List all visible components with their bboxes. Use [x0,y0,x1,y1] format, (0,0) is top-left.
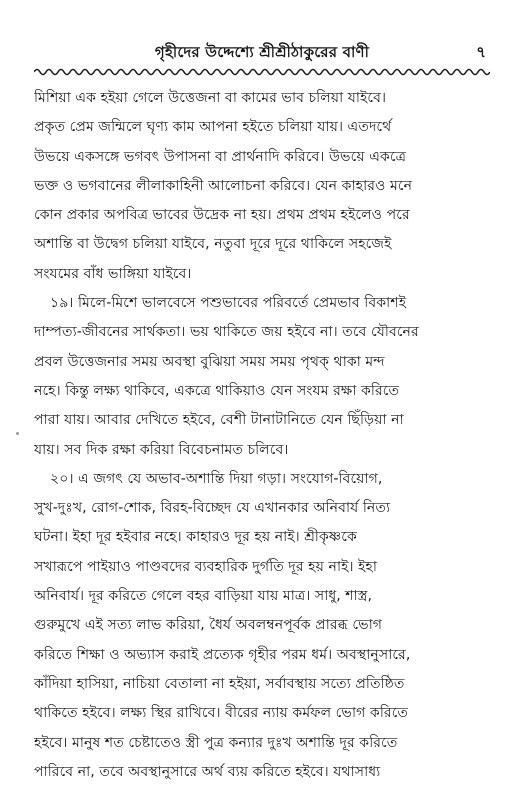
text-line: পারা যায়। আবার দেখিতে হইবে, বেশী টানাটানিতে যেন ছিঁড়িয়া না [34,412,404,429]
text-line: পারিবে না, তবে অবস্থানুসারে অর্থ ব্যয় করিতে হইবে। যথাসাধ্য [34,763,381,780]
margin-speck [16,432,19,435]
text-line: করিতে শিক্ষা ও অভ্যাস করাই প্রত্যেক গৃহীর পরম ধর্ম। অবস্থানুসারে, [34,646,411,663]
text-line: সখারূপে পাইয়াও পাণ্ডবদের ব্যবহারিক দুর্গতি দূর হয় নাই। ইহা [34,558,377,575]
text-line: নহে। কিন্তু লক্ষ্য থাকিবে, একত্রে থাকিয়াও যেন সংযম রক্ষা করিতে [34,382,400,399]
text-line: যায়। সব দিক রক্ষা করিয়া বিবেচনামত চলিবে। [34,441,289,458]
text-line: অনিবার্য। দূর করিতে গেলে বহর বাড়িয়া যায় মাত্র। সাধু, শাস্ত্র, [34,588,373,605]
text-line: কাঁদিয়া হাসিয়া, নাচিয়া বেতালা না হইয়া, সর্বাবস্থায় সত্যে প্রতিষ্ঠিত [34,675,405,692]
running-title: গৃহীদের উদ্দেশ্যে শ্রীশ্রীঠাকুরের বাণী [154,43,370,61]
text-line: সুখ-দুঃখ, রোগ-শোক, বিরহ-বিচ্ছেদ যে এখানকার অনিবার্য নিত্য [34,500,391,517]
text-line: হইবে। মানুষ শত চেষ্টাতেও স্ত্রী পুত্র কন্যার দুঃখ অশান্তি দূর করিতে [34,734,398,751]
text-line: প্রকৃত প্রেম জন্মিলে ঘৃণ্য কাম আপনা হইতে চলিয়া যায়। এতদর্থে [34,119,392,136]
text-line: কোন প্রকার অপবিত্র ভাবের উদ্রেক না হয়। প্রথম প্রথম হইলেও পরে [34,207,410,224]
text-line: থাকিতে হইবে। লক্ষ্য স্থির রাখিবে। বীরের ন্যায় কর্মফল ভোগ করিতে [34,705,409,722]
text-line: সংযমের বাঁধ ভাঙ্গিয়া যাইবে। [34,265,192,282]
text-line: ভক্ত ও ভগবানের লীলাকাহিনী আলোচনা করিবে। যেন কাহারও মনে [34,177,413,194]
paragraph-19-start: ১৯। মিলে-মিশে ভালবেসে পশুভাবের পরিবর্তে প্রেমভাব বিকাশই [50,295,407,312]
paragraph-20-start: ২০। এ জগৎ যে অভাব-অশান্তি দিয়া গড়া। সংযোগ-বিয়োগ, [50,470,383,487]
text-line: গুরুমুখে এই সত্য লাভ করিয়া, ধৈর্য অবলম্বনপূর্বক প্রারব্ধ ভোগ [34,617,383,634]
text-line: প্রবল উত্তেজনার সময় অবস্থা বুঝিয়া সময় সময় পৃথক্ থাকা মন্দ [34,353,385,370]
body-text [34,84,490,787]
page-number: ৭ [476,43,486,61]
text-line: দাম্পত্য-জীবনের সার্থকতা। ভয় থাকিতে জয় হইবে না। তবে যৌবনের [34,324,419,341]
text-line: উভয়ে একসঙ্গে ভগবৎ উপাসনা বা প্রার্থনাদি করিবে। উভয়ে একত্রে [34,148,407,165]
decorative-wavy-rule [34,66,490,78]
running-head [34,40,490,64]
text-line: ঘটনা। ইহা দূর হইবার নহে। কাহারও দূর হয় নাই। শ্রীকৃষ্ণকে [34,529,357,546]
text-line: মিশিয়া এক হইয়া গেলে উত্তেজনা বা কামের ভাব চলিয়া যাইবে। [34,90,387,106]
text-line: অশান্তি বা উদ্বেগ চলিয়া যাইবে, নতুবা দূরে দূরে থাকিলে সহজেই [34,236,392,253]
